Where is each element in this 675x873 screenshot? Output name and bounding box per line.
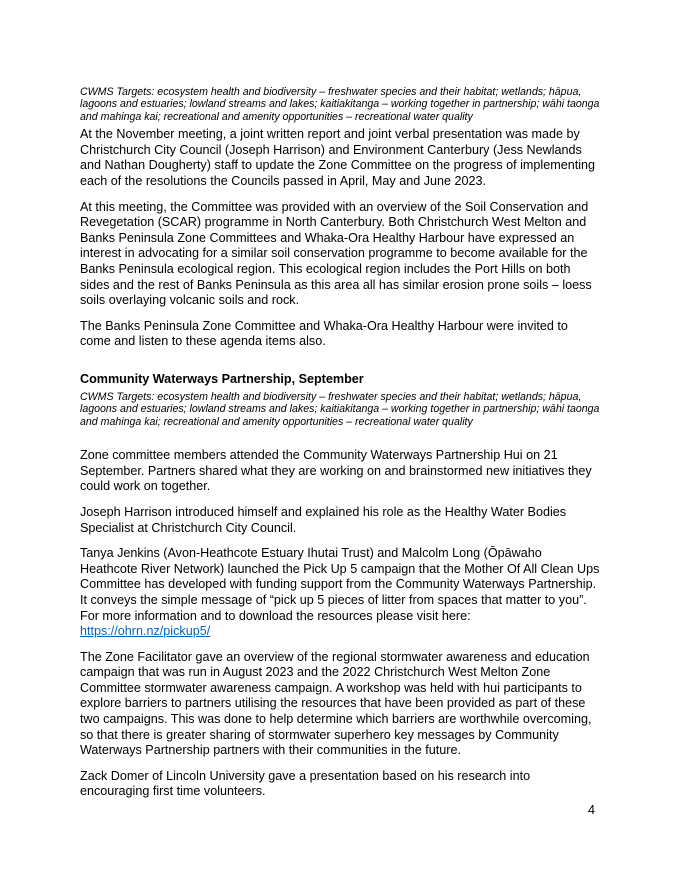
paragraph-joseph-harrison: Joseph Harrison introduced himself and explained his role as the Healthy Water Bodies Specialist at Christchurch City Council. [80,504,567,535]
paragraph-pick-up-5 [80,546,600,640]
pick-up-5-text: Tanya Jenkins (Avon-Heathcote Estuary Ihutai Trust) and Malcolm Long (Ōpāwaho Heathcote River Network) launched the Pick Up 5 campaign that the Mother Of All Clean Ups Committee has developed with funding support from the Community Waterways Partnership. It conveys the simple message of “pick up 5 pieces of litter from spaces that matter to you”. For more information and to download the resources please visit here: [80,546,600,623]
paragraph-november-meeting: At the November meeting, a joint written report and joint verbal presentation was made by Christchurch City Council (Joseph Harrison) and Environment Canterbury (Jess Newlands and Nathan Dougherty) staff to update the Zone Committee on the progress of implementing each of the resolutions the Councils passed in April, May and June 2023. [80,127,596,188]
spacer [80,432,600,448]
paragraph-zack-domer: Zack Domer of Lincoln University gave a presentation based on his research into encouraging first time volunteers. [80,768,531,799]
document-page [80,86,600,810]
section-heading-community-waterways: Community Waterways Partnership, September [80,371,364,386]
cwms-targets-2: CWMS Targets: ecosystem health and biodiversity – freshwater species and their habitat; wetlands; hāpua, lagoons and estuaries; lowland streams and lakes; kaitiakitanga – working together in partnership; wāhi taonga and mahinga kai; recreational and amenity opportunities – recreational water quality [80,390,600,428]
paragraph-hui-attendance: Zone committee members attended the Community Waterways Partnership Hui on 21 September. Partners shared what they are working on and brainstormed new initiatives they could work on together. [80,448,592,494]
page-number: 4 [588,803,596,817]
pickup5-link[interactable]: https://ohrn.nz/pickup5/ [80,624,211,639]
cwms-targets-1: CWMS Targets: ecosystem health and biodiversity – freshwater species and their habitat; wetlands; hāpua, lagoons and estuaries; lowland streams and lakes; kaitiakitanga – working together in partnership; wāhi taonga and mahinga kai; recreational and amenity opportunities – recreational water quality [80,86,600,123]
paragraph-invitation: The Banks Peninsula Zone Committee and Whaka-Ora Healthy Harbour were invited to come and listen to these agenda items also. [80,318,568,349]
paragraph-stormwater-campaign: The Zone Facilitator gave an overview of the regional stormwater awareness and education campaign that was run in August 2023 and the 2022 Christchurch West Melton Zone Committee stormwater awareness campaign. A workshop was held with hui participants to explore barriers to partners utilising the resources that have been provided as part of these two campaigns. This was done to help determine which barriers are worthwhile overcoming, so that there is greater sharing of stormwater superhero key messages by Community Waterways Partnership partners with their communities in the future. [80,649,592,758]
paragraph-scar-overview: At this meeting, the Committee was provided with an overview of the Soil Conservation and Revegetation (SCAR) programme in North Canterbury. Both Christchurch West Melton and Banks Peninsula Zone Committees and Whaka-Ora Healthy Harbour have expressed an interest in advocating for a similar soil conservation programme to become available for the Banks Peninsula ecological region. This ecological region includes the Port Hills on both sides and the rest of Banks Peninsula as this area all has similar erosion prone soils – loess soils overlaying volcanic soils and rock. [80,199,592,308]
